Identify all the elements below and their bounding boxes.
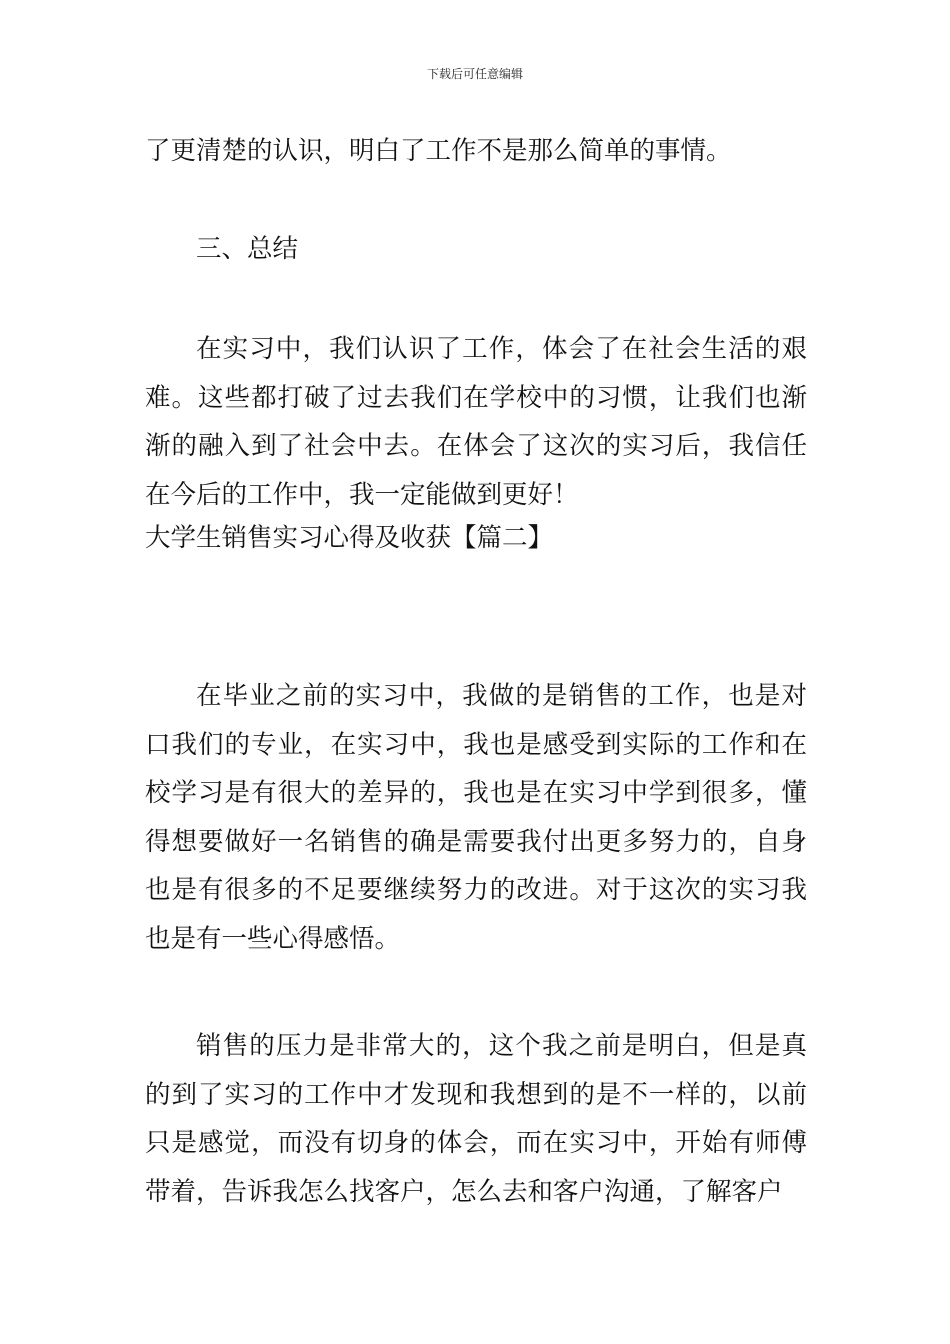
continued-paragraph-line: 了更清楚的认识，明白了工作不是那么简单的事情。: [145, 136, 732, 166]
section-heading: 三、总结: [196, 234, 299, 264]
article-title: 大学生销售实习心得及收获【篇二】: [145, 523, 554, 553]
body-paragraph-1: 在毕业之前的实习中，我做的是销售的工作，也是对口我们的专业，在实习中，我也是感受到实际的工作和在校学习是有很大的差异的，我也是在实习中学到很多，懂得想要做好一名销售的确是需要我付出更多努力的，自身也是有很多的不足要继续努力的改进。对于这次的实习我也是有一些心得感悟。: [145, 681, 807, 954]
body-paragraph-2: 销售的压力是非常大的，这个我之前是明白，但是真的到了实习的工作中才发现和我想到的是不一样的，以前只是感觉，而没有切身的体会，而在实习中，开始有师傅带着，告诉我怎么找客户，怎么去和客户沟通，了解客户: [145, 1031, 807, 1207]
summary-paragraph: 在实习中，我们认识了工作，体会了在社会生活的艰难。这些都打破了过去我们在学校中的习惯，让我们也渐渐的融入到了社会中去。在体会了这次的实习后，我信任在今后的工作中，我一定能做到更好！: [145, 334, 807, 510]
page-header: 下载后可任意编辑: [426, 67, 523, 81]
